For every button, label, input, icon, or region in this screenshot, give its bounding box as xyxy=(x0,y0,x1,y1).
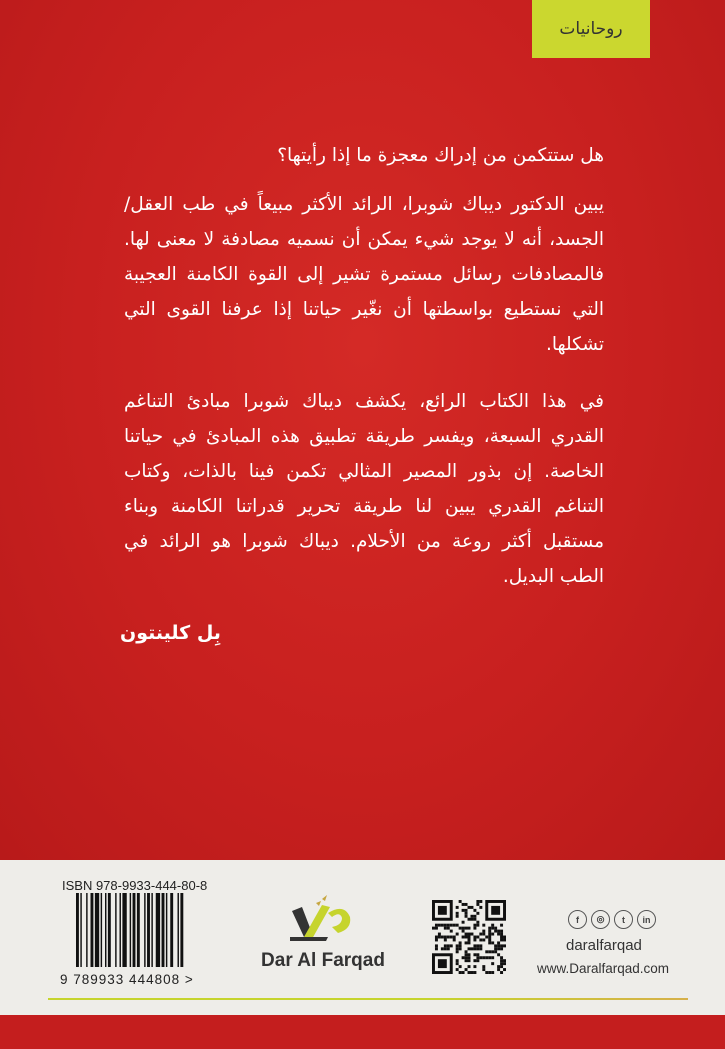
isbn-label: ISBN 978-9933-444-80-8 xyxy=(62,878,208,893)
instagram-icon[interactable]: ◎ xyxy=(591,910,610,929)
linkedin-icon[interactable]: in xyxy=(637,910,656,929)
twitter-icon[interactable]: t xyxy=(614,910,633,929)
bottom-strip xyxy=(0,1015,725,1049)
barcode-icon xyxy=(76,893,218,967)
publisher-name: Dar Al Farqad xyxy=(261,950,385,971)
blurb-paragraph-1: يبين الدكتور ديباك شوبرا، الرائد الأكثر مبيعاً في طب العقل/الجسد، أنه لا يوجد شيء يمكن أن نسميه مصادفة لا معنى لها. فالمصادفات رسائل مستمرة تشير إلى القوة الكامنة العجيبة التي نستطيع بواسطتها أن نغّير حياتنا إذا عرفنا القوى التي تشكلها. xyxy=(124,194,604,355)
blurb-question: هل ستتكمن من إدراك معجزة ما إذا رأيتها؟ xyxy=(277,145,604,166)
blurb-paragraph-2: في هذا الكتاب الرائع، يكشف ديباك شوبرا مبادئ التناغم القدري السبعة، ويفسر طريقة تطبيق هذه المبادئ في حياتنا الخاصة. إن بذور المصير المثالي تكمن فينا بالذات، وكتاب التناغم القدري يبين لنا طريقة تحرير قدراتنا الكامنة وبناء مستقبل أكثر روعة من الأحلام. ديباك شوبرا هو الرائد في الطب البديل. xyxy=(124,391,604,587)
accent-rule xyxy=(48,998,688,1000)
website-link[interactable]: www.Daralfarqad.com xyxy=(537,961,670,976)
qr-code-icon[interactable] xyxy=(432,900,506,974)
facebook-icon[interactable]: f xyxy=(568,910,587,929)
back-cover-blurb xyxy=(124,138,604,616)
barcode-digits: 9 789933 444808 > xyxy=(60,972,194,987)
quote-author: بِل كلينتون xyxy=(120,622,221,644)
social-handle[interactable]: daralfarqad xyxy=(566,937,642,954)
social-links xyxy=(568,910,656,929)
farqad-logo-icon xyxy=(282,893,364,945)
category-tag: روحانيات xyxy=(532,0,650,58)
